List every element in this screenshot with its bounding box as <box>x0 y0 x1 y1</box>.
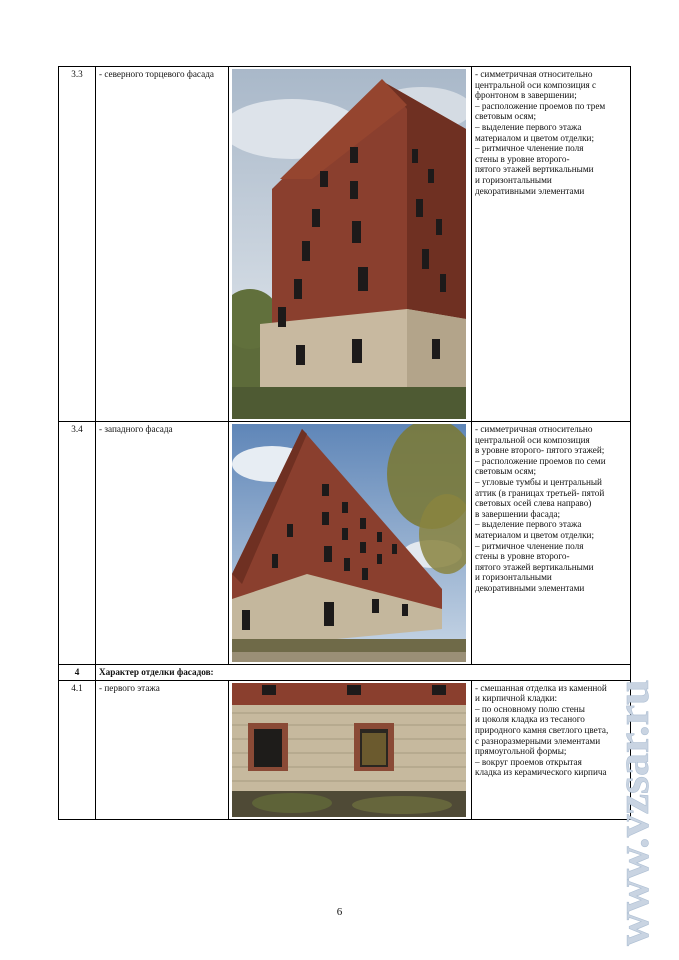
desc-line: – ритмичное членение поля <box>475 540 584 551</box>
section-title: Характер отделки фасадов: <box>96 665 631 681</box>
facade-table <box>58 66 631 820</box>
page-number: 6 <box>336 906 343 918</box>
west-facade-photo <box>232 424 466 662</box>
row-name: - первого этажа <box>96 680 229 819</box>
desc-line: стены в уровне второго- <box>475 551 570 562</box>
table-row <box>59 680 631 819</box>
desc-line: – расположение проемов по семи <box>475 455 606 466</box>
desc-line: и цоколя кладка из тесаного <box>475 714 585 725</box>
desc-line: световых осей слева направо) <box>475 498 592 509</box>
desc-line: – по основному полю стены <box>475 703 585 714</box>
desc-line: аттик (в границах третьей- пятой <box>475 487 605 498</box>
desc-line: материалом и цветом отделки; <box>475 529 595 540</box>
row-number: 3.4 <box>59 422 96 665</box>
desc-line: с разноразмерными элементами <box>475 735 601 746</box>
desc-line: и горизонтальными <box>475 174 552 185</box>
photo-cell <box>229 680 472 819</box>
section-row <box>59 665 631 681</box>
desc-line: – выделение первого этажа <box>475 121 582 132</box>
desc-line: - симметричная относительно <box>475 69 593 79</box>
desc-line: декоративными элементами <box>475 582 585 593</box>
desc-line: прямоугольной формы; <box>475 746 567 757</box>
desc-line: стены в уровне второго- <box>475 153 570 164</box>
row-name: - северного торцевого фасада <box>96 67 229 422</box>
table-row <box>59 422 631 665</box>
desc-line: фронтоном в завершении; <box>475 90 577 101</box>
desc-line: кладка из керамического кирпича <box>475 767 607 778</box>
desc-line: центральной оси композиция <box>475 434 590 445</box>
desc-line: и горизонтальными <box>475 572 552 583</box>
desc-line: пятого этажей вертикальными <box>475 164 594 175</box>
section-number: 4 <box>59 665 96 681</box>
watermark-logo <box>604 620 664 950</box>
desc-line: центральной оси композиция с <box>475 79 597 90</box>
desc-line: в уровне второго- пятого этажей; <box>475 445 605 456</box>
svg-text:www.vzsar.ru: www.vzsar.ru <box>607 679 658 946</box>
desc-line: и кирпичной кладки: <box>475 693 558 704</box>
desc-line: - симметричная относительно <box>475 424 593 434</box>
photo-cell <box>229 67 472 422</box>
desc-line: материалом и цветом отделки; <box>475 132 595 143</box>
desc-line: в завершении фасада; <box>475 508 561 519</box>
desc-line: - смешанная отделка из каменной <box>475 682 607 693</box>
desc-line: декоративными элементами <box>475 185 585 196</box>
row-number: 4.1 <box>59 680 96 819</box>
desc-line: природного камня светлого цвета, <box>475 724 609 735</box>
row-name: - западного фасада <box>96 422 229 665</box>
north-facade-photo <box>232 69 466 419</box>
table-row <box>59 67 631 422</box>
first-floor-photo <box>232 683 466 817</box>
photo-cell <box>229 422 472 665</box>
desc-line: – выделение первого этажа <box>475 519 582 530</box>
row-number: 3.3 <box>59 67 96 422</box>
desc-line: – вокруг проемов открытая <box>475 756 582 767</box>
desc-line: световым осям; <box>475 111 537 122</box>
desc-line: пятого этажей вертикальными <box>475 561 594 572</box>
desc-line: – ритмичное членение поля <box>475 143 584 154</box>
desc-line: – угловые тумбы и центральный <box>475 476 602 487</box>
desc-line: световым осям; <box>475 466 537 477</box>
row-description <box>472 67 631 422</box>
desc-line: – расположение проемов по трем <box>475 100 606 111</box>
